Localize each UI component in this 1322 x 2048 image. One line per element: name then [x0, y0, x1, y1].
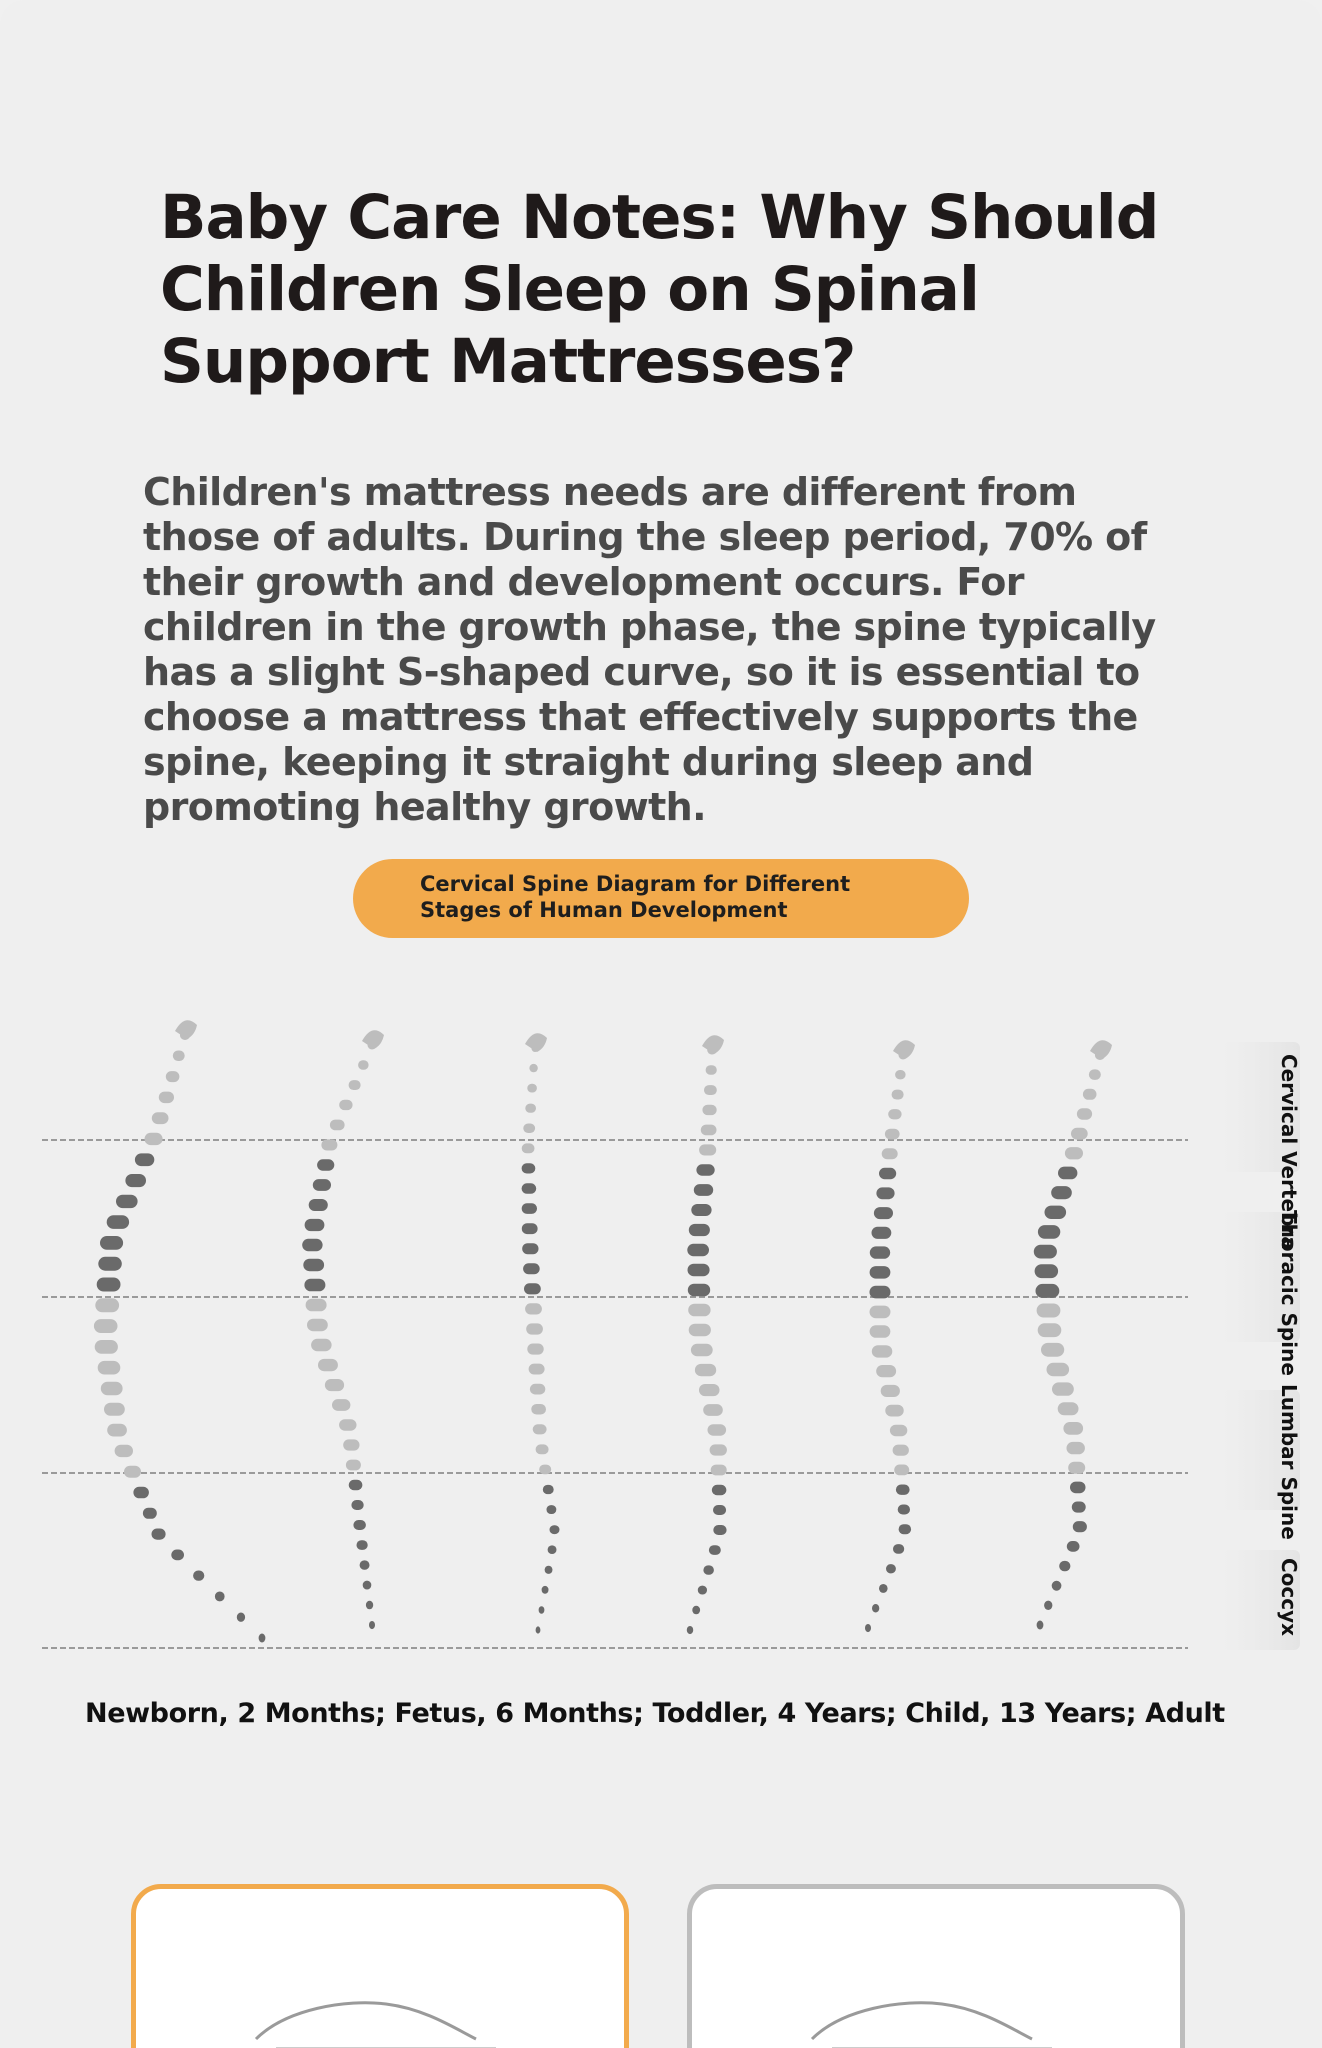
vertebra: [687, 1626, 693, 1634]
vertebra: [94, 1319, 118, 1333]
vertebra: [524, 1283, 541, 1294]
diagram-heading-badge: [353, 859, 969, 938]
vertebra: [1063, 1422, 1083, 1435]
vertebra: [311, 1339, 332, 1351]
vertebra: [550, 1525, 560, 1534]
mattress-card-right[interactable]: [687, 1884, 1185, 2048]
vertebra: [346, 1460, 361, 1471]
vertebra: [872, 1345, 893, 1357]
vertebra: [542, 1586, 549, 1594]
vertebra-top: [175, 1020, 197, 1039]
spine-child: [687, 1035, 727, 1634]
vertebra: [691, 1204, 711, 1216]
vertebra: [98, 1361, 121, 1375]
vertebra: [523, 1263, 540, 1274]
vertebra: [171, 1550, 184, 1561]
vertebra: [349, 1480, 363, 1490]
vertebra: [339, 1419, 356, 1431]
spine-fetus: [302, 1030, 384, 1629]
vertebra-top: [525, 1033, 547, 1052]
vertebra: [533, 1424, 547, 1434]
vertebra: [307, 1319, 328, 1332]
region-label-lumbar: Lumbar Spine: [1277, 1384, 1301, 1540]
vertebra: [870, 1246, 890, 1258]
vertebra: [699, 1144, 716, 1155]
vertebra: [330, 1120, 345, 1131]
diagram-heading: Cervical Spine Diagram for Different Stages of Human Development: [420, 872, 851, 922]
vertebra: [107, 1424, 127, 1437]
vertebra: [539, 1465, 551, 1475]
vertebra: [548, 1545, 557, 1554]
vertebra: [325, 1379, 344, 1391]
vertebra: [1072, 1502, 1086, 1513]
vertebra: [882, 1148, 898, 1159]
vertebra: [1052, 1581, 1062, 1591]
region-label-cervical: Cervical Vertebra: [1277, 1054, 1301, 1250]
vertebra: [893, 1445, 909, 1456]
vertebra: [1068, 1462, 1085, 1474]
vertebra: [124, 1466, 141, 1478]
vertebra: [343, 1439, 359, 1450]
vertebra: [893, 1544, 904, 1554]
vertebra: [237, 1613, 245, 1622]
vertebra: [357, 1540, 368, 1550]
vertebra: [98, 1257, 122, 1271]
vertebra: [97, 1278, 121, 1292]
spine-13-years: [865, 1040, 915, 1632]
vertebra: [1071, 1128, 1088, 1140]
vertebra: [872, 1604, 879, 1613]
vertebra-top: [702, 1035, 724, 1054]
vertebra: [166, 1071, 180, 1082]
vertebra: [695, 1364, 716, 1376]
vertebra: [713, 1525, 726, 1535]
vertebra: [1083, 1089, 1097, 1100]
region-labels: [1277, 1054, 1301, 1636]
vertebra: [703, 1565, 714, 1574]
vertebra: [303, 1259, 324, 1272]
vertebra: [1051, 1186, 1072, 1199]
spine-toddler: [522, 1033, 560, 1633]
vertebra: [708, 1424, 727, 1436]
vertebra: [1034, 1245, 1057, 1259]
vertebra: [885, 1405, 903, 1417]
mattress-sketch-icon: [692, 1889, 1180, 2048]
vertebra-top: [893, 1040, 915, 1059]
vertebra: [100, 1236, 123, 1250]
vertebra: [1037, 1621, 1044, 1630]
vertebra: [360, 1560, 370, 1569]
vertebra: [522, 1243, 538, 1254]
vertebra: [874, 1207, 893, 1219]
vertebra: [1067, 1541, 1080, 1552]
vertebra: [259, 1634, 266, 1643]
page-title: Baby Care Notes: Why Should Children Sleep on Spinal Support Mattresses?: [160, 182, 1159, 397]
vertebra: [309, 1199, 328, 1211]
vertebra: [173, 1051, 185, 1062]
spine-development-diagram: [0, 1000, 1322, 1680]
vertebra: [881, 1385, 900, 1397]
vertebra: [1041, 1343, 1064, 1357]
vertebra: [712, 1485, 727, 1495]
spine-illustrations: [94, 1020, 1112, 1642]
vertebra: [696, 1164, 714, 1175]
vertebra: [522, 1223, 538, 1234]
vertebra: [339, 1100, 352, 1110]
vertebra: [892, 1090, 904, 1100]
vertebra: [135, 1153, 154, 1166]
vertebra: [529, 1364, 545, 1375]
vertebra: [527, 1084, 537, 1093]
vertebra: [193, 1571, 204, 1581]
vertebra: [1058, 1167, 1077, 1180]
mattress-sketch-icon: [136, 1889, 624, 2048]
vertebra: [1077, 1108, 1092, 1120]
vertebra: [694, 1184, 713, 1196]
vertebra: [865, 1624, 871, 1632]
vertebra: [317, 1159, 334, 1170]
vertebra: [1067, 1442, 1085, 1454]
vertebra: [1059, 1561, 1070, 1571]
vertebra: [879, 1584, 888, 1593]
vertebra: [870, 1286, 891, 1299]
vertebra: [710, 1444, 727, 1455]
vertebra: [525, 1104, 536, 1113]
vertebra: [895, 1070, 906, 1079]
vertebra: [691, 1344, 713, 1356]
vertebra: [332, 1399, 350, 1411]
mattress-card-left[interactable]: [131, 1884, 629, 2048]
vertebra: [898, 1505, 910, 1515]
vertebra: [1052, 1382, 1074, 1395]
vertebra: [304, 1279, 325, 1292]
vertebra: [701, 1125, 717, 1136]
vertebra: [1038, 1323, 1062, 1337]
vertebra: [713, 1505, 726, 1515]
vertebra: [363, 1581, 372, 1590]
vertebra: [107, 1215, 129, 1229]
vertebra: [525, 1303, 542, 1314]
vertebra: [116, 1195, 138, 1208]
vertebra: [689, 1324, 711, 1337]
vertebra: [526, 1323, 543, 1334]
vertebra: [1058, 1402, 1079, 1415]
vertebra: [321, 1139, 337, 1150]
vertebra: [539, 1606, 545, 1614]
vertebra-top: [362, 1030, 384, 1049]
vertebra: [1089, 1069, 1101, 1080]
vertebra: [152, 1529, 166, 1540]
vertebra: [369, 1621, 375, 1629]
vertebra: [133, 1487, 149, 1499]
vertebra: [522, 1203, 537, 1214]
vertebra: [687, 1244, 709, 1256]
vertebra: [870, 1306, 891, 1319]
vertebra: [530, 1384, 545, 1395]
vertebra: [879, 1168, 896, 1179]
vertebra: [125, 1174, 146, 1187]
vertebra: [95, 1298, 119, 1312]
vertebra: [1038, 1225, 1060, 1239]
vertebra: [698, 1586, 707, 1595]
vertebra: [543, 1485, 554, 1494]
vertebra: [896, 1485, 910, 1495]
vertebra: [1073, 1521, 1087, 1532]
vertebra: [306, 1299, 327, 1312]
vertebra: [886, 1564, 896, 1573]
vertebra-top: [1090, 1040, 1112, 1059]
vertebra: [1035, 1264, 1059, 1278]
vertebra: [115, 1445, 133, 1457]
vertebra: [531, 1404, 546, 1415]
vertebra: [536, 1444, 549, 1454]
vertebra: [358, 1060, 369, 1069]
vertebra: [1037, 1304, 1061, 1318]
vertebra: [689, 1224, 710, 1236]
vertebra: [711, 1465, 727, 1476]
vertebra: [870, 1266, 891, 1279]
vertebra: [885, 1129, 900, 1140]
vertebra: [536, 1626, 541, 1633]
vertebra: [305, 1219, 325, 1231]
vertebra: [899, 1524, 912, 1534]
vertebra: [709, 1545, 721, 1555]
vertebra: [104, 1403, 125, 1416]
vertebra: [143, 1508, 157, 1519]
vertebra: [366, 1601, 373, 1610]
vertebra: [313, 1179, 331, 1191]
vertebra: [704, 1085, 717, 1095]
vertebra: [870, 1325, 891, 1338]
vertebra: [699, 1384, 720, 1396]
vertebra: [1070, 1482, 1086, 1494]
vertebra: [145, 1133, 163, 1145]
vertebra: [523, 1124, 535, 1134]
vertebra: [527, 1344, 543, 1355]
vertebra: [876, 1187, 894, 1199]
vertebra: [349, 1080, 361, 1090]
vertebra: [692, 1606, 700, 1615]
vertebra: [522, 1143, 535, 1153]
vertebra: [95, 1340, 118, 1354]
vertebra: [890, 1425, 907, 1437]
spine-newborn: [94, 1020, 266, 1642]
vertebra: [215, 1592, 225, 1602]
vertebra: [547, 1505, 557, 1514]
vertebra: [529, 1064, 537, 1072]
vertebra: [522, 1183, 537, 1194]
vertebra: [688, 1284, 710, 1297]
vertebra: [159, 1092, 174, 1104]
vertebra: [318, 1359, 338, 1371]
vertebra: [545, 1566, 553, 1574]
vertebra: [688, 1304, 710, 1317]
diagram-caption: Newborn, 2 Months; Fetus, 6 Months; Toddler, 4 Years; Child, 13 Years; Adult: [85, 1698, 1225, 1729]
vertebra: [1047, 1363, 1070, 1377]
vertebra: [876, 1365, 896, 1377]
spine-adult: [1034, 1040, 1112, 1629]
vertebra: [1044, 1601, 1052, 1610]
vertebra: [351, 1500, 363, 1510]
region-label-coccyx: Coccyx: [1277, 1558, 1301, 1637]
vertebra: [888, 1109, 901, 1119]
vertebra: [894, 1465, 909, 1476]
vertebra: [703, 1404, 723, 1416]
region-label-thoracic: Thoracic Spine: [1277, 1210, 1301, 1376]
vertebra: [353, 1520, 366, 1530]
vertebra: [702, 1105, 716, 1115]
vertebra: [152, 1112, 169, 1124]
region-divider-lines: [42, 1140, 1188, 1648]
vertebra: [706, 1065, 717, 1074]
vertebra: [302, 1239, 322, 1251]
vertebra: [1065, 1147, 1083, 1159]
vertebra: [522, 1163, 536, 1173]
vertebra: [1036, 1284, 1060, 1298]
intro-paragraph: Children's mattress needs are different from those of adults. During the sleep period, 70% of their growth and development occurs. For children in the growth phase, the spine typically has a slight S-shaped curve, so it is essential to choose a mattress that effectively supports the spine, keeping it straight during sleep and promoting healthy growth.: [143, 470, 1156, 829]
vertebra: [872, 1227, 892, 1239]
vertebra: [101, 1382, 123, 1395]
vertebra: [1045, 1206, 1067, 1219]
vertebra: [688, 1264, 710, 1277]
